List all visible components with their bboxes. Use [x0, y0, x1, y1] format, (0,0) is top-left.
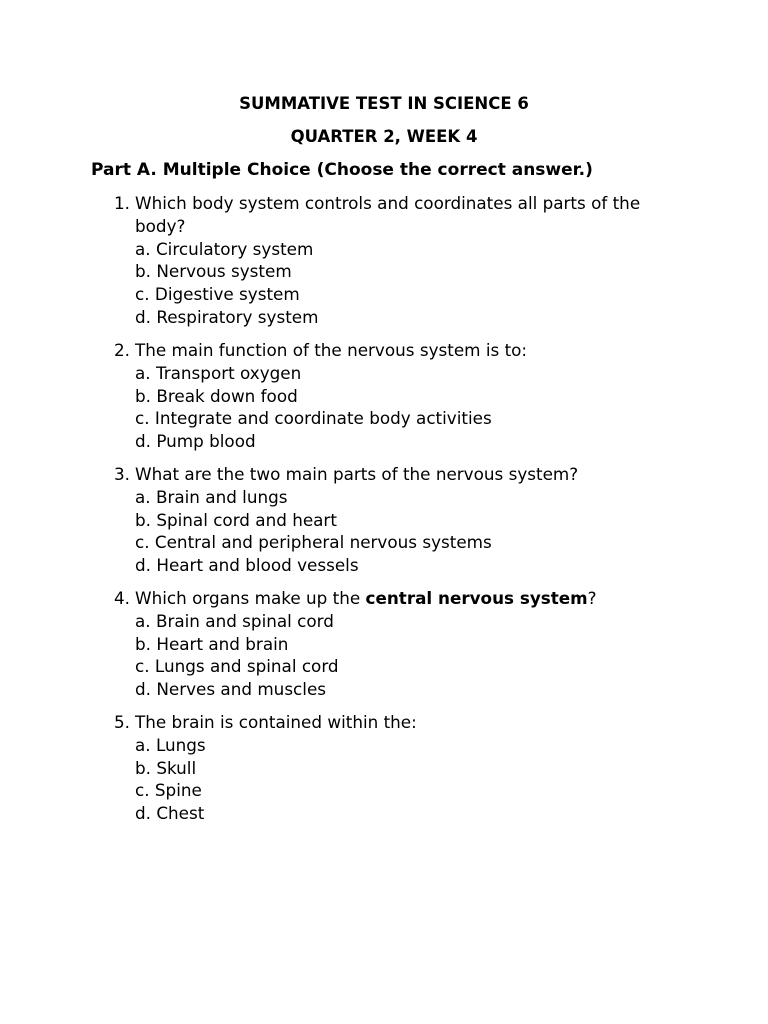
question-number: 4. — [114, 588, 131, 608]
option-a: a. Brain and lungs — [135, 486, 288, 507]
option-b: b. Nervous system — [135, 261, 292, 282]
question-number: 1. — [114, 193, 131, 213]
question-text-end: ? — [587, 588, 597, 608]
option-b: b. Heart and brain — [135, 633, 289, 654]
question-2 — [114, 339, 674, 453]
option-b: b. Spinal cord and heart — [135, 509, 337, 530]
option-c: c. Spine — [135, 780, 202, 801]
question-number: 2. — [114, 340, 131, 360]
option-d: d. Respiratory system — [135, 306, 319, 327]
question-text-emphasis: central nervous system — [365, 588, 588, 608]
option-list — [114, 486, 674, 577]
question-3 — [114, 463, 674, 577]
option-a: a. Brain and spinal cord — [135, 610, 334, 631]
option-b: b. Break down food — [135, 385, 298, 406]
question-number: 5. — [114, 712, 131, 732]
option-a: a. Lungs — [135, 734, 206, 755]
question-number: 3. — [114, 464, 131, 484]
question-4 — [114, 587, 674, 701]
page-title: SUMMATIVE TEST IN SCIENCE 6 — [239, 94, 529, 113]
option-list — [114, 610, 674, 701]
option-a: a. Transport oxygen — [135, 362, 302, 383]
question-text: The brain is contained within the: — [135, 712, 417, 732]
question-text: Which body system controls and coordinates all parts of the body? — [135, 193, 641, 236]
option-d: d. Heart and blood vessels — [135, 555, 359, 576]
option-d: d. Pump blood — [135, 431, 256, 452]
option-d: d. Nerves and muscles — [135, 679, 327, 700]
question-text — [135, 587, 674, 610]
option-list — [114, 362, 674, 453]
option-c: c. Lungs and spinal cord — [135, 656, 339, 677]
option-c: c. Integrate and coordinate body activities — [135, 408, 492, 429]
question-1 — [114, 192, 674, 329]
question-text-start: Which organs make up the — [135, 588, 366, 608]
option-c: c. Central and peripheral nervous systems — [135, 532, 492, 553]
question-text: The main function of the nervous system is to: — [135, 340, 528, 360]
option-list — [114, 734, 674, 825]
part-a-heading: Part A. Multiple Choice (Choose the correct answer.) — [91, 160, 593, 180]
question-5 — [114, 711, 674, 825]
option-c: c. Digestive system — [135, 284, 300, 305]
option-a: a. Circulatory system — [135, 238, 314, 259]
question-text: What are the two main parts of the nervous system? — [135, 464, 579, 484]
option-b: b. Skull — [135, 757, 197, 778]
option-list — [114, 238, 674, 329]
option-d: d. Chest — [135, 803, 205, 824]
page-subtitle: QUARTER 2, WEEK 4 — [290, 127, 478, 146]
